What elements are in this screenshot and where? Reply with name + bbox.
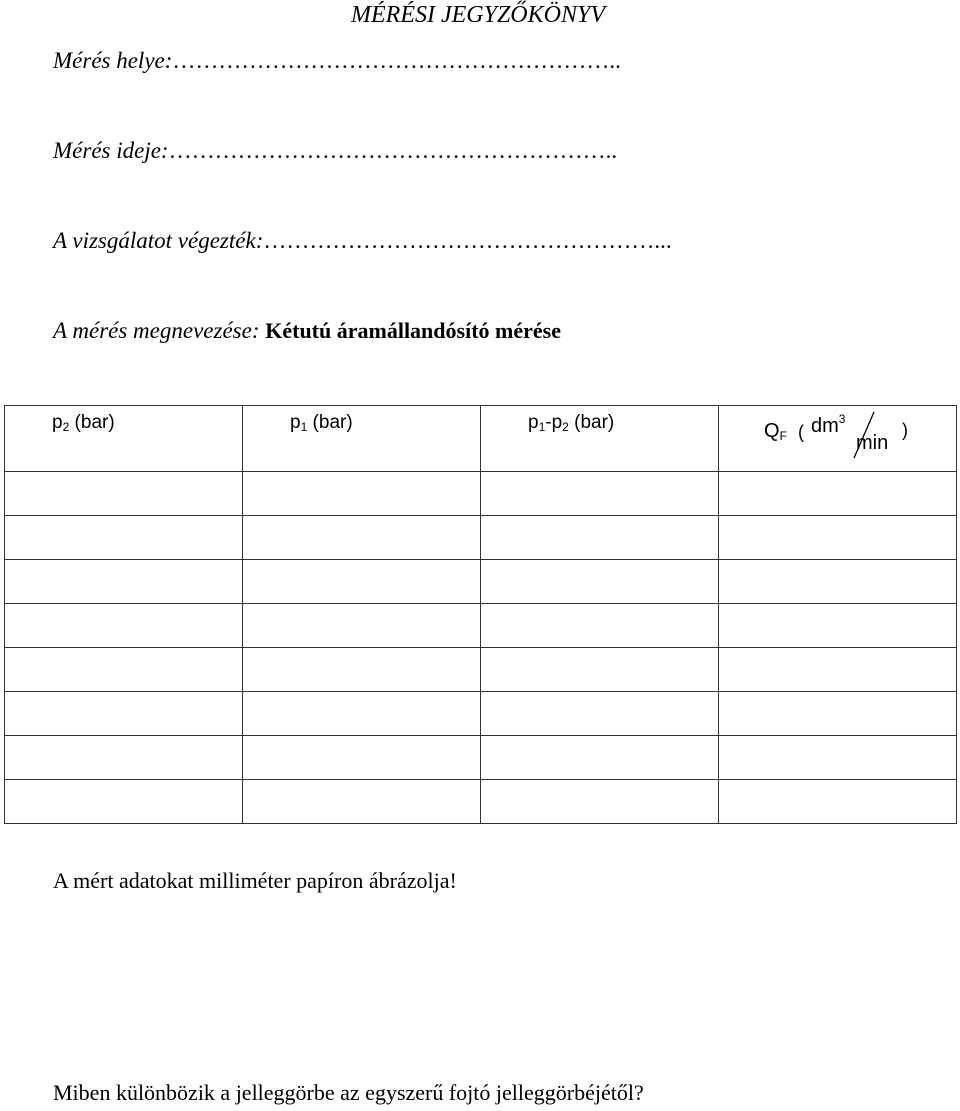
field-place-label: Mérés helye: <box>53 48 173 73</box>
qf-formula <box>764 406 944 466</box>
table-row <box>5 648 957 692</box>
table-row <box>5 604 957 648</box>
question-text: Miben különbözik a jelleggörbe az egyszerű fojtó jelleggörbéjétől? <box>53 1080 644 1105</box>
table-cell[interactable] <box>5 560 243 604</box>
table-cell[interactable] <box>243 516 481 560</box>
table-cell[interactable] <box>481 516 719 560</box>
table-row <box>5 780 957 824</box>
table-row <box>5 560 957 604</box>
table-cell[interactable] <box>243 736 481 780</box>
header-p1-symbol: p <box>290 412 301 433</box>
table-cell[interactable] <box>719 780 957 824</box>
qf-num-text: dm <box>811 415 839 437</box>
table-cell[interactable] <box>719 604 957 648</box>
header-p2-unit: (bar) <box>69 412 115 433</box>
table-cell[interactable] <box>481 780 719 824</box>
qf-open-paren: ( <box>798 422 804 442</box>
table-cell[interactable] <box>481 692 719 736</box>
document-title: MÉRÉSI JEGYZŐKÖNYV <box>351 2 605 28</box>
table-cell[interactable] <box>719 648 957 692</box>
table-cell[interactable] <box>5 648 243 692</box>
table-row <box>5 736 957 780</box>
table-row <box>5 516 957 560</box>
table-cell[interactable] <box>5 692 243 736</box>
field-place-value[interactable]: ………………………………………………….. <box>172 48 621 73</box>
table-cell[interactable] <box>5 516 243 560</box>
field-time-label: Mérés ideje: <box>53 138 169 163</box>
table-cell[interactable] <box>481 472 719 516</box>
table-row <box>5 692 957 736</box>
table-cell[interactable] <box>243 560 481 604</box>
table-cell[interactable] <box>243 648 481 692</box>
table-cell[interactable] <box>5 472 243 516</box>
table-cell[interactable] <box>481 648 719 692</box>
header-qf <box>719 406 957 472</box>
field-time <box>53 138 617 164</box>
table-cell[interactable] <box>719 692 957 736</box>
table-cell[interactable] <box>719 560 957 604</box>
field-measurement-name <box>53 318 561 344</box>
table-cell[interactable] <box>481 736 719 780</box>
qf-denominator: min <box>856 432 889 454</box>
header-diff-mid: -p <box>545 412 563 433</box>
table-cell[interactable] <box>243 692 481 736</box>
header-p2 <box>5 406 243 472</box>
table-cell[interactable] <box>481 560 719 604</box>
plot-instruction: A mért adatokat milliméter papíron ábrázolja! <box>53 868 457 893</box>
table-cell[interactable] <box>719 516 957 560</box>
header-diff <box>481 406 719 472</box>
table-cell[interactable] <box>719 736 957 780</box>
field-performers <box>53 228 672 254</box>
field-name-value: Kétutú áramállandósító mérése <box>265 318 561 343</box>
field-place <box>53 48 621 74</box>
header-diff-unit: (bar) <box>568 412 615 433</box>
header-p2-sub: 2 <box>62 420 70 434</box>
table-cell[interactable] <box>481 604 719 648</box>
qf-sup: 3 <box>838 412 846 426</box>
field-name-label: A mérés megnevezése: <box>53 318 260 343</box>
table-cell[interactable] <box>243 780 481 824</box>
field-time-value[interactable]: ………………………………………………….. <box>168 138 618 163</box>
field-performers-label: A vizsgálatot végezték: <box>53 228 264 253</box>
header-p1 <box>243 406 481 472</box>
table-cell[interactable] <box>243 472 481 516</box>
header-diff-sub1: 1 <box>538 420 546 434</box>
qf-close-paren: ) <box>902 420 908 440</box>
header-p2-symbol: p <box>52 412 63 433</box>
table-cell[interactable] <box>5 736 243 780</box>
header-diff-sub2: 2 <box>562 420 569 434</box>
qf-symbol <box>764 420 787 443</box>
table-cell[interactable] <box>5 604 243 648</box>
header-p1-unit: (bar) <box>307 412 353 433</box>
qf-sub: F <box>779 429 787 443</box>
table-cell[interactable] <box>5 780 243 824</box>
qf-numerator <box>811 412 845 438</box>
table-row <box>5 472 957 516</box>
header-diff-symbol1: p <box>528 412 539 433</box>
field-performers-value[interactable]: ……………………………………………... <box>263 228 672 253</box>
table-cell[interactable] <box>243 604 481 648</box>
table-header-row <box>5 406 957 472</box>
header-p1-sub: 1 <box>300 420 308 434</box>
measurement-table <box>4 405 957 824</box>
table-cell[interactable] <box>719 472 957 516</box>
qf-q: Q <box>764 420 780 442</box>
